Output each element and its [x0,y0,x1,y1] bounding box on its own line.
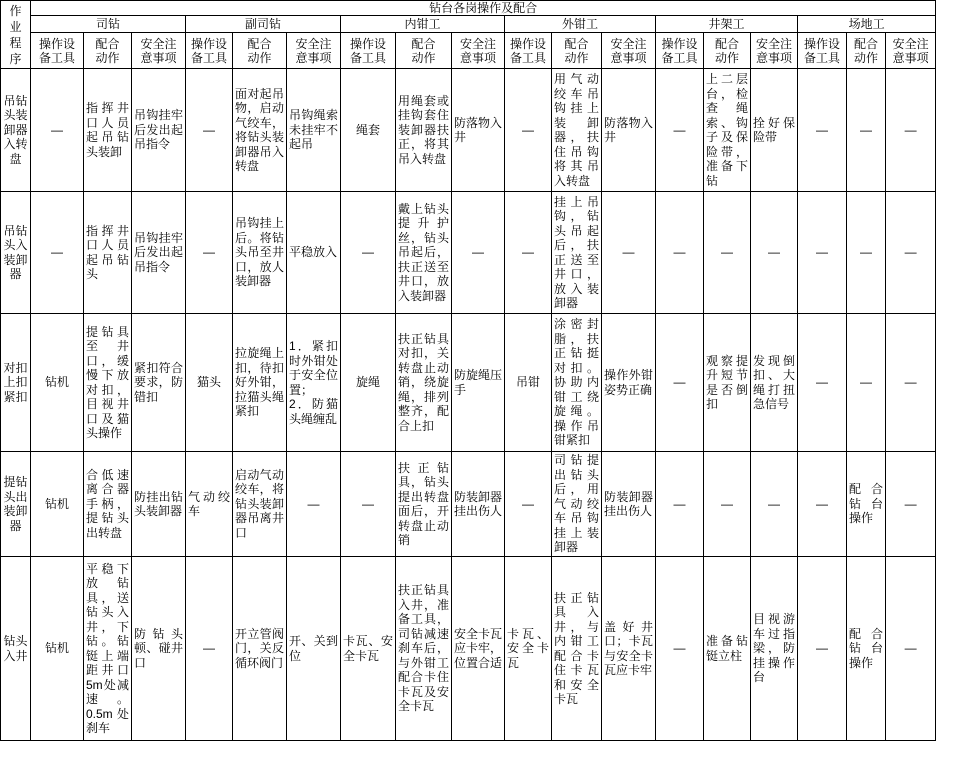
subheader-floorman-safety: 安全注意事项 [886,33,936,69]
cell-assistant-driller-safety: 1．紧扣时外钳处于安全位置； 2．防猫头绳缠乱 [287,314,341,452]
cell-inner-tong-operator-coordination: 扶正钻具入井，准备工具，司钻减速刹车后，与外钳工配合卡住卡瓦及安全卡瓦 [396,557,452,741]
role-header-outer-tong-operator: 外钳工 [505,16,656,33]
cell-derrickman-safety: — [751,192,798,314]
cell-derrickman-equipment: — [656,69,704,192]
cell-inner-tong-operator-coordination: 用绳套或挂钩套住装卸器扶正，将其吊入转盘 [396,69,452,192]
cell-driller-coordination: 指挥井口人员起吊钻头装卸 [84,69,132,192]
cell-assistant-driller-equipment: — [186,69,233,192]
cell-floorman-equipment: — [798,314,847,452]
cell-outer-tong-operator-equipment: 卡瓦、安全卡瓦 [505,557,552,741]
cell-outer-tong-operator-safety: 盖好井口；卡瓦与安全卡瓦应卡牢 [602,557,656,741]
cell-derrickman-safety: — [751,452,798,557]
subheader-assistant-driller-coordination: 配合动作 [233,33,287,69]
step-column-header-label: 作业程序 [9,3,22,66]
subheader-derrickman-coordination: 配合动作 [704,33,751,69]
cell-floorman-coordination: — [847,314,886,452]
table-header [1,1,936,69]
cell-driller-safety: 防钻头顿、碰井口 [132,557,186,741]
cell-outer-tong-operator-coordination: 涂密封脂，扶正钻挺对扣。协助内钳工绕旋绳。操作吊钳紧扣 [552,314,602,452]
cell-driller-coordination: 平稳下放钻具，送钻头入井，下钻。钻铤上端距井口5m处减速。0.5m处刹车 [84,557,132,741]
subheader-row [1,33,936,69]
cell-outer-tong-operator-coordination: 司钻提出钻头后，用气动绞车吊钩挂上装卸器 [552,452,602,557]
cell-assistant-driller-equipment: 气动绞车 [186,452,233,557]
table-row [1,452,936,557]
cell-derrickman-coordination: 准备钻铤立柱 [704,557,751,741]
cell-assistant-driller-coordination: 启动气动绞车，将钻头装卸器吊离井口 [233,452,287,557]
table-title: 钻台各岗操作及配合 [31,1,936,16]
cell-inner-tong-operator-coordination: 扶正钻具对扣，关转盘止动销，绕旋绳，排列整齐，配合上扣 [396,314,452,452]
table-row [1,192,936,314]
cell-driller-safety: 吊钩挂牢后发出起吊指令 [132,69,186,192]
cell-driller-coordination: 合低速离合器手柄，提钻头出转盘 [84,452,132,557]
cell-floorman-equipment: — [798,192,847,314]
role-header-row [1,16,936,33]
step-cell: 钻头入井 [1,557,31,741]
table-body [1,69,936,741]
cell-inner-tong-operator-equipment: — [341,452,396,557]
subheader-outer-tong-operator-safety: 安全注意事项 [602,33,656,69]
subheader-inner-tong-operator-safety: 安全注意事项 [452,33,505,69]
cell-derrickman-safety: 目视游车过指梁，防挂操作台 [751,557,798,741]
cell-assistant-driller-safety: 平稳放入 [287,192,341,314]
cell-outer-tong-operator-safety: 防落物入井 [602,69,656,192]
cell-outer-tong-operator-safety: — [602,192,656,314]
cell-outer-tong-operator-equipment: — [505,192,552,314]
table-row [1,314,936,452]
cell-inner-tong-operator-coordination: 扶正钻具，钻头提出转盘面后，开转盘止动销 [396,452,452,557]
cell-derrickman-equipment: — [656,314,704,452]
subheader-outer-tong-operator-equipment: 操作设备工具 [505,33,552,69]
step-cell: 提钻头出装卸器 [1,452,31,557]
cell-inner-tong-operator-equipment: 卡瓦、安全卡瓦 [341,557,396,741]
role-header-assistant-driller: 副司钻 [186,16,341,33]
cell-assistant-driller-safety: 开、关到位 [287,557,341,741]
cell-inner-tong-operator-safety: 防旋绳压手 [452,314,505,452]
cell-assistant-driller-equipment: 猫头 [186,314,233,452]
cell-floorman-safety: — [886,314,936,452]
cell-derrickman-coordination: — [704,452,751,557]
cell-derrickman-equipment: — [656,557,704,741]
subheader-derrickman-equipment: 操作设备工具 [656,33,704,69]
cell-assistant-driller-safety: 吊钩绳索未挂牢不起吊 [287,69,341,192]
cell-inner-tong-operator-safety: 安全卡瓦应卡牢，位置合适 [452,557,505,741]
cell-outer-tong-operator-safety: 操作外钳姿势正确 [602,314,656,452]
role-header-derrickman: 井架工 [656,16,798,33]
cell-floorman-safety: — [886,69,936,192]
step-cell: 吊钻头装卸器入转盘 [1,69,31,192]
cell-inner-tong-operator-coordination: 戴上钻头提升护丝，钻头吊起后，扶正送至井口，放入装卸器 [396,192,452,314]
cell-floorman-coordination: 配合钻台操作 [847,557,886,741]
subheader-floorman-coordination: 配合动作 [847,33,886,69]
cell-outer-tong-operator-equipment: — [505,452,552,557]
cell-outer-tong-operator-coordination: 用气动绞车吊钩挂上装卸器，扶住吊钩将其吊入转盘 [552,69,602,192]
cell-inner-tong-operator-safety: — [452,192,505,314]
subheader-inner-tong-operator-coordination: 配合动作 [396,33,452,69]
subheader-derrickman-safety: 安全注意事项 [751,33,798,69]
cell-driller-safety: 吊钩挂牢后发出起吊指令 [132,192,186,314]
role-header-driller: 司钻 [31,16,186,33]
subheader-driller-equipment: 操作设备工具 [31,33,84,69]
cell-floorman-coordination: — [847,192,886,314]
subheader-outer-tong-operator-coordination: 配合动作 [552,33,602,69]
cell-inner-tong-operator-equipment: 绳套 [341,69,396,192]
cell-driller-equipment: 钻机 [31,452,84,557]
cell-derrickman-equipment: — [656,452,704,557]
cell-outer-tong-operator-equipment: 吊钳 [505,314,552,452]
table-row [1,69,936,192]
cell-floorman-equipment: — [798,69,847,192]
cell-derrickman-coordination: 上二层台，检查绳索、钩子及保险带，准备下钻 [704,69,751,192]
cell-driller-equipment: — [31,192,84,314]
cell-driller-coordination: 提钻具至井口，缓慢下放对扣，目视井口及猫头操作 [84,314,132,452]
cell-floorman-equipment: — [798,452,847,557]
cell-outer-tong-operator-coordination: 扶正钻具入井，与内钳工配合卡住卡瓦和安全卡瓦 [552,557,602,741]
cell-derrickman-equipment: — [656,192,704,314]
cell-floorman-coordination: 配合钻台操作 [847,452,886,557]
table-row [1,557,936,741]
role-header-floorman: 场地工 [798,16,936,33]
step-cell: 吊钻头入装卸器 [1,192,31,314]
cell-assistant-driller-coordination: 拉旋绳上扣，待扣好外钳，拉猫头绳紧扣 [233,314,287,452]
cell-inner-tong-operator-safety: 防落物入井 [452,69,505,192]
subheader-driller-coordination: 配合动作 [84,33,132,69]
cell-inner-tong-operator-equipment: — [341,192,396,314]
cell-driller-equipment: 钻机 [31,557,84,741]
subheader-assistant-driller-safety: 安全注意事项 [287,33,341,69]
cell-inner-tong-operator-safety: 防装卸器挂出伤人 [452,452,505,557]
cell-driller-equipment: 钻机 [31,314,84,452]
subheader-inner-tong-operator-equipment: 操作设备工具 [341,33,396,69]
cell-assistant-driller-equipment: — [186,192,233,314]
cell-floorman-equipment: — [798,557,847,741]
cell-inner-tong-operator-equipment: 旋绳 [341,314,396,452]
cell-assistant-driller-coordination: 开立管阀门，关反循环阀门 [233,557,287,741]
cell-derrickman-safety: 发现倒扣、大绳打扭急信号 [751,314,798,452]
cell-floorman-coordination: — [847,69,886,192]
cell-assistant-driller-coordination: 面对起吊物，启动气绞车，将钻头装卸器吊入转盘 [233,69,287,192]
cell-driller-safety: 紧扣符合要求，防错扣 [132,314,186,452]
step-column-header [1,1,31,69]
cell-assistant-driller-equipment: — [186,557,233,741]
subheader-floorman-equipment: 操作设备工具 [798,33,847,69]
cell-driller-coordination: 指挥井口人员起吊钻头 [84,192,132,314]
cell-floorman-safety: — [886,557,936,741]
cell-outer-tong-operator-safety: 防装卸器挂出伤人 [602,452,656,557]
cell-driller-safety: 防挂出钻头装卸器 [132,452,186,557]
cell-derrickman-coordination: 观察提升短节是否倒扣 [704,314,751,452]
cell-driller-equipment: — [31,69,84,192]
cell-outer-tong-operator-equipment: — [505,69,552,192]
step-cell: 对扣上扣紧扣 [1,314,31,452]
cell-floorman-safety: — [886,192,936,314]
cell-floorman-safety: — [886,452,936,557]
subheader-driller-safety: 安全注意事项 [132,33,186,69]
cell-derrickman-safety: 拴好保险带 [751,69,798,192]
cell-derrickman-coordination: — [704,192,751,314]
subheader-assistant-driller-equipment: 操作设备工具 [186,33,233,69]
title-row [1,1,936,16]
cell-assistant-driller-safety: — [287,452,341,557]
role-header-inner-tong-operator: 内钳工 [341,16,505,33]
cell-outer-tong-operator-coordination: 挂上吊钩，钻头吊起后，扶正送至井口，放入装卸器 [552,192,602,314]
cell-assistant-driller-coordination: 吊钩挂上后。将钻头吊至井口，放人装卸器 [233,192,287,314]
